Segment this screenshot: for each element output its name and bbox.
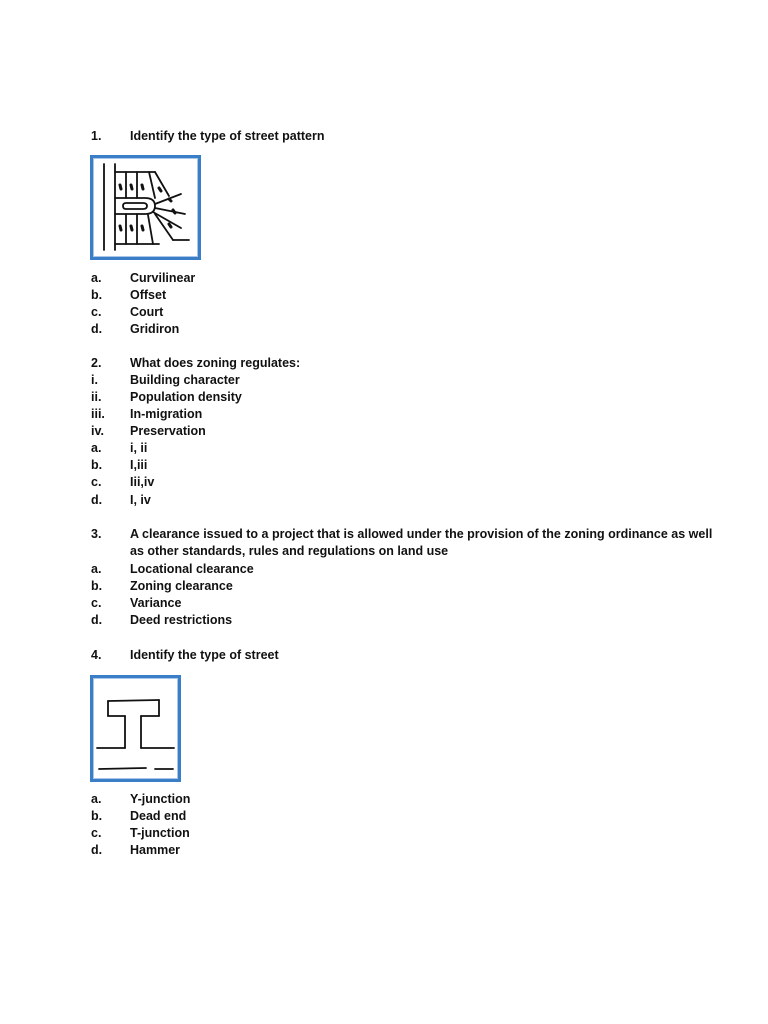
- option-text: I, iv: [130, 493, 151, 507]
- option-text: Gridiron: [130, 322, 180, 336]
- t-junction-street-diagram-icon: [93, 678, 178, 779]
- question-number: 3.: [91, 527, 102, 541]
- statement-text: Preservation: [130, 424, 206, 438]
- option-text: I,iii: [130, 458, 148, 472]
- question-text: A clearance issued to a project that is allowed under the provision of the zoning ordinance as well: [130, 527, 713, 541]
- option-marker: d.: [91, 493, 103, 507]
- statement-text: In-migration: [130, 407, 203, 421]
- option-marker: d.: [91, 613, 103, 627]
- question-text-continuation: as other standards, rules and regulations on land use: [130, 544, 449, 558]
- option-text: Curvilinear: [130, 271, 196, 285]
- question-number: 1.: [91, 129, 102, 143]
- option-text: Offset: [130, 288, 167, 302]
- statement-text: Building character: [130, 373, 240, 387]
- option-text: Locational clearance: [130, 562, 254, 576]
- option-text: i, ii: [130, 441, 148, 455]
- option-text: Deed restrictions: [130, 613, 233, 627]
- option-marker: a.: [91, 562, 102, 576]
- option-marker: b.: [91, 579, 103, 593]
- option-marker: d.: [91, 843, 103, 857]
- question-number: 4.: [91, 648, 102, 662]
- statement-marker: i.: [91, 373, 98, 387]
- option-marker: a.: [91, 441, 102, 455]
- question-text: Identify the type of street: [130, 648, 279, 662]
- option-marker: c.: [91, 305, 102, 319]
- option-marker: d.: [91, 322, 103, 336]
- option-marker: b.: [91, 809, 103, 823]
- statement-text: Population density: [130, 390, 242, 404]
- curvilinear-cul-de-sac-street-diagram-icon: [93, 158, 198, 257]
- curvilinear-street-figure: [90, 155, 201, 260]
- option-text: Hammer: [130, 843, 181, 857]
- option-text: Variance: [130, 596, 182, 610]
- statement-marker: iii.: [91, 407, 105, 421]
- option-text: Iii,iv: [130, 475, 155, 489]
- option-text: Court: [130, 305, 164, 319]
- t-junction-street-figure: [90, 675, 181, 782]
- question-number: 2.: [91, 356, 102, 370]
- statement-marker: iv.: [91, 424, 104, 438]
- option-marker: a.: [91, 271, 102, 285]
- option-marker: a.: [91, 792, 102, 806]
- option-marker: c.: [91, 596, 102, 610]
- option-marker: c.: [91, 475, 102, 489]
- question-text: What does zoning regulates:: [130, 356, 301, 370]
- option-text: Y-junction: [130, 792, 191, 806]
- option-marker: c.: [91, 826, 102, 840]
- option-text: Dead end: [130, 809, 187, 823]
- option-marker: b.: [91, 288, 103, 302]
- question-text: Identify the type of street pattern: [130, 129, 325, 143]
- statement-marker: ii.: [91, 390, 102, 404]
- option-text: T-junction: [130, 826, 190, 840]
- option-text: Zoning clearance: [130, 579, 233, 593]
- option-marker: b.: [91, 458, 103, 472]
